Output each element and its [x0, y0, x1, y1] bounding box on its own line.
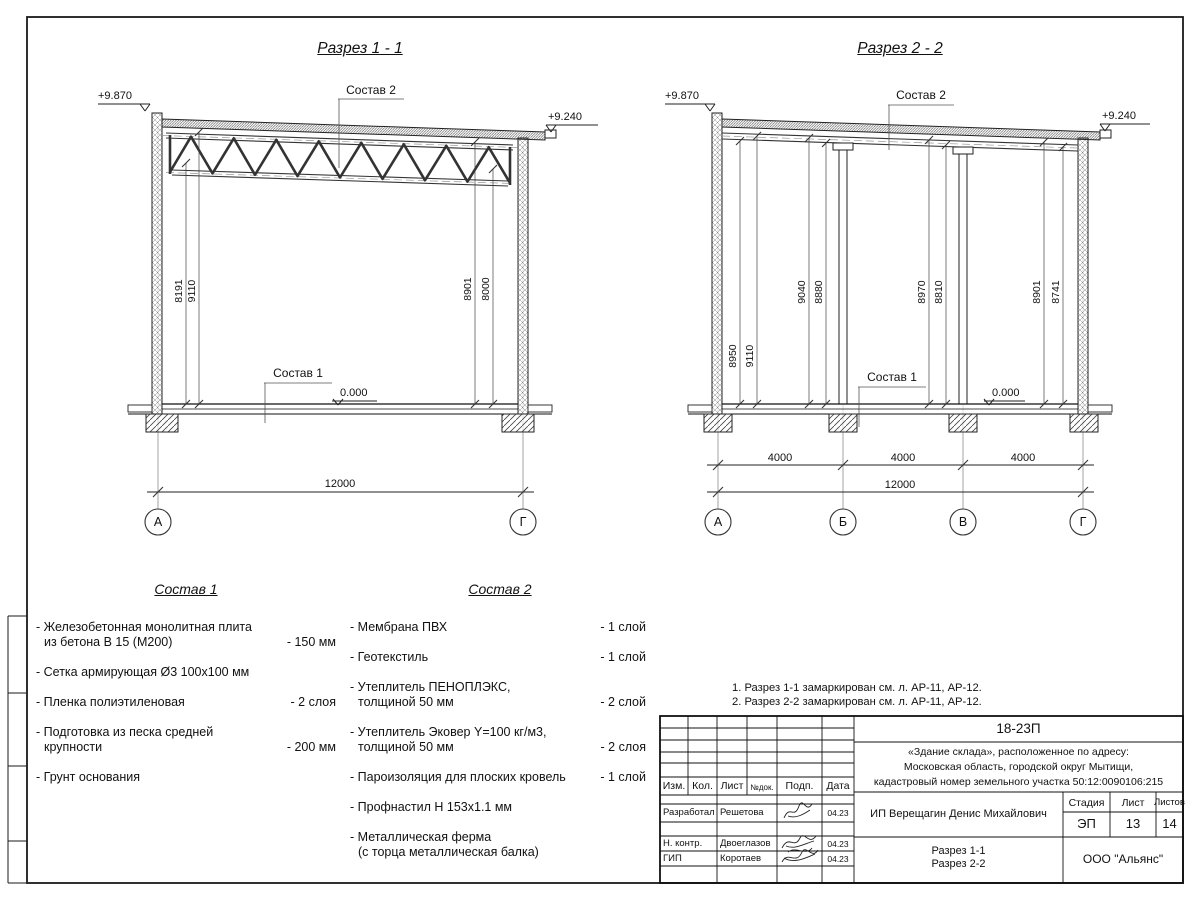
section-2-2-geometry: [665, 104, 1150, 535]
list-item: - Профнастил Н 153х1.1 мм: [350, 800, 513, 814]
dimension-ticks: [182, 128, 497, 408]
wall-left: [712, 113, 722, 414]
tb-name: Двоеглазов: [720, 838, 771, 849]
wall-right: [1078, 138, 1088, 414]
tb-sheet-label: Лист: [1121, 797, 1145, 809]
sostav2-list: [350, 620, 646, 875]
tb-col-podp: Подп.: [785, 780, 814, 792]
tb-role: Разработал: [663, 807, 715, 818]
tb-col-kol: Кол.: [692, 780, 713, 792]
height-dim-label: 8950: [726, 344, 739, 368]
roof-slab: [722, 119, 1100, 140]
height-dim-label: 8741: [1049, 280, 1062, 304]
span-dim-label: 12000: [884, 479, 916, 491]
section-1-1-geometry: [98, 99, 598, 535]
list-item: - Утеплитель ПЕНОПЛЭКС, толщиной 50 мм - 2 слой: [350, 680, 646, 709]
list-item: - Геотекстиль - 1 слой: [350, 650, 646, 664]
tb-doc-number: 18-23П: [996, 721, 1041, 736]
span-dim-label: 4000: [767, 452, 793, 464]
floor-composition-callout: Состав 1: [273, 366, 323, 380]
tb-col-izm: Изм.: [662, 780, 686, 792]
floor-and-foundations: [128, 404, 552, 432]
roof-composition-callout: Состав 2: [896, 88, 946, 102]
height-dim-label: 8191: [172, 279, 185, 303]
axis-bubble-label: Г: [1079, 515, 1087, 529]
list-item: - Сетка армирующая Ø3 100х100 мм: [36, 665, 250, 679]
signatures: [782, 803, 818, 862]
tb-col-data: Дата: [826, 780, 850, 792]
tb-stage-label: Стадия: [1068, 797, 1105, 809]
height-dim-label: 8970: [915, 280, 928, 304]
columns: [833, 143, 973, 404]
height-dim-label: 8901: [461, 277, 474, 301]
list-item: - Утеплитель Эковер Y=100 кг/м3, толщиной 50 мм - 2 слоя: [350, 725, 646, 754]
elevation-label-left: +9.870: [665, 90, 699, 102]
section-1-title: Разрез 1 - 1: [317, 40, 403, 57]
tb-project-description: «Здание склада», расположенное по адресу: Московская область, городской округ Мытищи, кадастровый номер земельного участка 50:12:0090106:215: [873, 746, 1164, 788]
height-dimension-lines: [740, 136, 1063, 404]
floor-and-foundations: [688, 404, 1112, 432]
sostav1-list: [36, 620, 336, 800]
signature-developer: [784, 803, 812, 818]
tb-col-list: Лист: [720, 780, 744, 792]
span-dim-label: 4000: [1010, 452, 1036, 464]
axis-bubble-label: В: [958, 515, 968, 529]
tb-company: ООО "Альянс": [1082, 852, 1164, 866]
level-zero-label: 0.000: [340, 387, 368, 399]
tb-client: ИП Верещагин Денис Михайлович: [870, 808, 1047, 820]
roof-composition-callout: Состав 2: [346, 83, 396, 97]
tb-date: 04.23: [827, 839, 849, 849]
dimension-ticks: [736, 132, 1067, 408]
height-dim-label: 8810: [932, 280, 945, 304]
roof-end-cap: [1100, 130, 1111, 138]
height-dim-label: 9110: [743, 344, 756, 368]
tb-sheets-label: Листов: [1154, 797, 1185, 808]
roof-slab: [162, 119, 545, 140]
truss: [162, 133, 518, 186]
height-dim-label: 8880: [812, 280, 825, 304]
height-dim-label: 8000: [479, 277, 492, 301]
sostav2-heading: Состав 2: [468, 581, 532, 597]
level-zero-label: 0.000: [992, 387, 1020, 399]
height-dim-label: 9110: [185, 279, 198, 303]
wall-right: [518, 138, 528, 414]
notes: [732, 682, 982, 709]
signature-gip: [782, 848, 818, 862]
height-dimension-lines: [186, 132, 493, 404]
tb-role: Н. контр.: [663, 838, 703, 849]
list-item: - Железобетонная монолитная плита из бетона В 15 (М200) - 150 мм: [36, 620, 336, 649]
height-dim-label: 8901: [1030, 280, 1043, 304]
list-item: - Подготовка из песка средней крупности - 200 мм: [36, 725, 336, 754]
note-line: 2. Разрез 2-2 замаркирован см. л. АР-11, АР-12.: [732, 695, 982, 708]
axis-bubble-label: А: [153, 515, 163, 529]
tb-name: Решетова: [720, 807, 764, 818]
tb-sheets-value: 14: [1162, 816, 1177, 831]
list-item: - Пароизоляция для плоских кровель - 1 слой: [350, 770, 646, 784]
tb-sheet-value: 13: [1125, 816, 1141, 831]
signature-control: [782, 836, 816, 848]
axis-bubble-label: А: [713, 515, 723, 529]
height-dim-label: 9040: [795, 280, 808, 304]
floor-composition-callout: Состав 1: [867, 370, 917, 384]
list-item: - Грунт основания: [36, 770, 141, 784]
list-item: - Мембрана ПВХ - 1 слой: [350, 620, 646, 634]
elevation-label-left: +9.870: [98, 90, 132, 102]
span-dim-label: 4000: [890, 452, 916, 464]
tb-date: 04.23: [827, 808, 849, 818]
list-item: - Металлическая ферма (с торца металлическая балка): [350, 830, 539, 859]
elevation-label-right: +9.240: [1102, 110, 1136, 122]
elevation-label-right: +9.240: [548, 111, 582, 123]
list-item: - Пленка полиэтиленовая - 2 слоя: [36, 695, 336, 709]
tb-sheet-title: Разрез 1-1 Разрез 2-2: [931, 845, 986, 870]
tb-date: 04.23: [827, 854, 849, 864]
axis-bubble-label: Б: [838, 515, 848, 529]
section-2-title: Разрез 2 - 2: [857, 40, 943, 57]
axis-bubble-label: Г: [519, 515, 527, 529]
tb-role: ГИП: [663, 853, 682, 864]
wall-left: [152, 113, 162, 414]
tb-name: Коротаев: [720, 853, 762, 864]
tb-stage-value: ЭП: [1077, 816, 1096, 831]
span-dim-label: 12000: [324, 478, 356, 490]
note-line: 1. Разрез 1-1 замаркирован см. л. АР-11, АР-12.: [732, 682, 982, 694]
tb-col-ndok: №док.: [750, 783, 774, 792]
sostav1-heading: Состав 1: [154, 581, 218, 597]
